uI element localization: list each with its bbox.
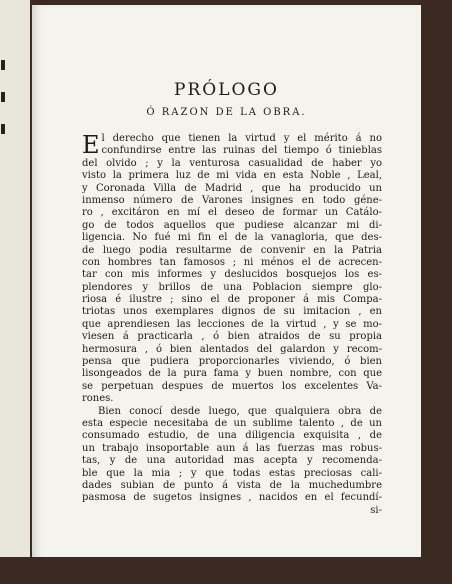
adjacent-page-edge [0,0,30,584]
text-line: se perpetuan despues de muertos los excelentes Va- [82,380,382,392]
text-line: ligencia. No fué mi fin el de la vanagloria, que des- [82,232,382,244]
text-line: de luego podia resultarme de convenir en la Patria [82,244,382,256]
text-line: que aprendiesen las lecciones de la virtud , y se mo- [82,318,382,330]
paragraph-1 [82,133,382,406]
text-line: dades subian de punto á vista de la muchedumbre [82,479,382,491]
text-line: un trabajo insoportable aun á las fuerzas mas robus- [82,442,382,454]
text-line: visto la primera luz de mi vida en esta Noble , Leal, [82,170,382,182]
adjacent-page-marks [1,60,11,170]
text-line: triotas unos exemplares dignos de su imitacion , en [82,306,382,318]
text-line: hermosura , ó bien alentados del galardon y recom- [82,343,382,355]
text-line: consumado estudio, de una diligencia exquisita , de [82,430,382,442]
paragraph-2 [82,406,382,518]
text-line: tas, y de una autoridad mas acepta y recomenda- [82,455,382,467]
text-line: y Coronada Villa de Madrid , que ha producido un [82,182,382,194]
text-line: viesen á practicarla , ó bien atraidos de su propia [82,331,382,343]
text-line: rones. [82,393,114,405]
text-line: lisongeados de la pura fama y buen nombre, con que [82,368,382,380]
text-line: del olvido ; y la venturosa casualidad de haber yo [82,157,382,169]
drop-cap: E [82,131,100,159]
text-line: ro , excitáron en mí el deseo de formar un Catálo- [82,207,382,219]
text-line: inmenso número de Varones insignes en todo géne- [82,194,382,206]
page-subtitle: Ó RAZON DE LA OBRA. [146,107,307,118]
body-text [82,133,382,517]
page-title: PRÓLOGO [174,80,279,100]
text-line: esta especie necesitaba de un sublime talento , de un [82,417,382,429]
text-line: go de todos aquellos que pudiese alcanzar mi di- [82,219,382,231]
text-line: pasmosa de sugetos insignes , nacidos en el fecundí- [82,492,382,504]
table-surface [0,557,452,584]
text-line: l derecho que tienen la virtud y el mérito á no [101,133,382,144]
text-line: con hombres tan famosos ; ni ménos el de acrecen- [82,256,382,268]
text-line: tar con mis informes y deslucidos bosquejos los es- [82,269,382,281]
text-line: confundirse entre las ruinas del tiempo ó tinieblas [101,145,382,157]
text-line: ble que la mia ; y que todas estas preciosas cali- [82,467,382,479]
text-line: Bien conocí desde luego, que qualquiera obra de [98,405,382,417]
book-page [32,5,421,557]
text-line: pensa que pudiera proporcionarles viviendo, ó bien [82,356,382,368]
text-line: riosa é ilustre ; sino el de proponer á mis Compa- [82,294,382,306]
text-line: plendores y brillos de una Poblacion siempre glo- [82,281,382,293]
catchword: si- [370,504,382,516]
